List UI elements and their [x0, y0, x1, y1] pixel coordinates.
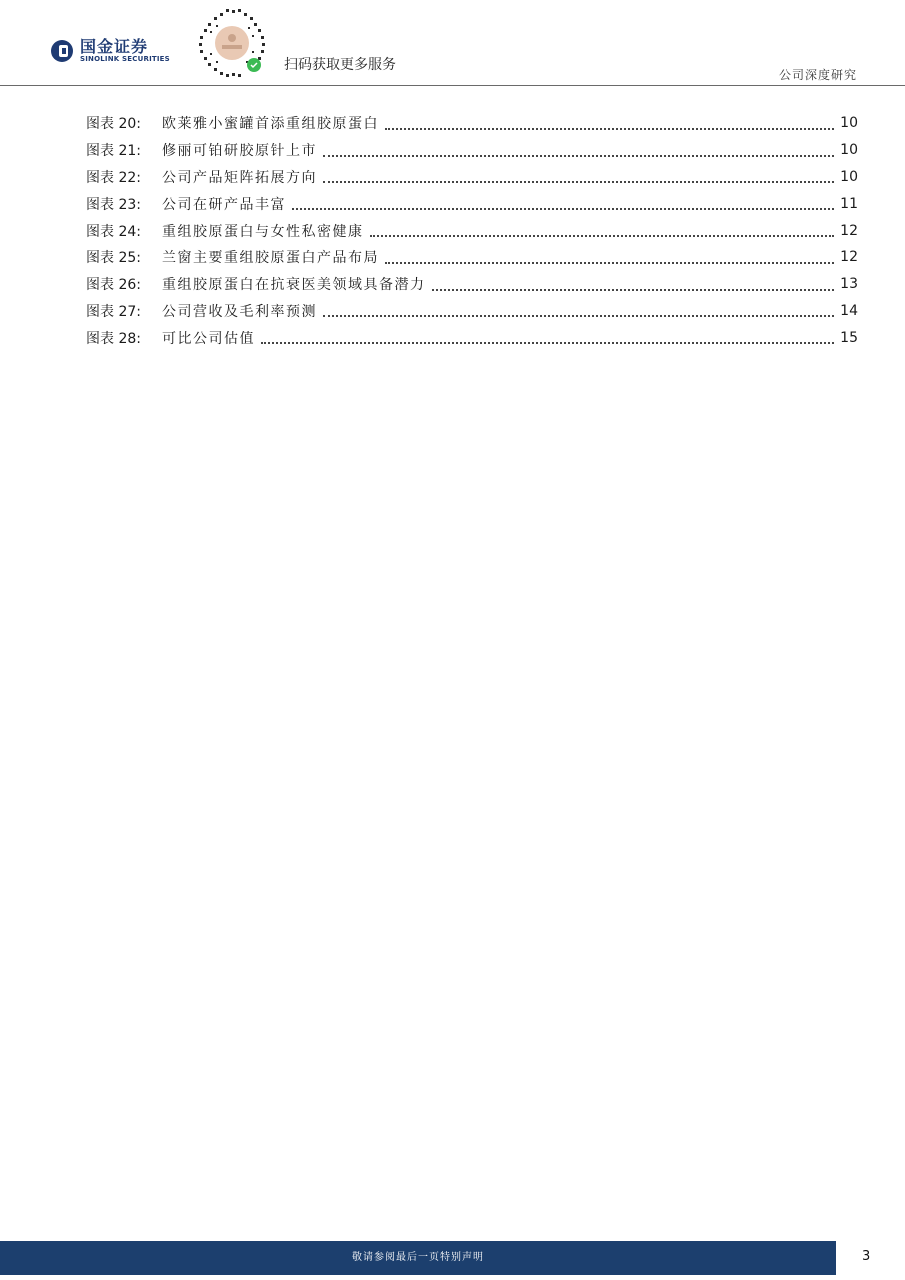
- logo-chinese-name: 国金证券: [80, 37, 149, 56]
- toc-entry-title: 公司营收及毛利率预测: [162, 303, 317, 320]
- toc-entry-label: 图表 24:: [86, 223, 141, 240]
- toc-entry-page: 12: [840, 249, 858, 266]
- toc-entry[interactable]: [86, 271, 858, 298]
- toc-entry-page: 13: [840, 276, 858, 293]
- sinolink-logo-icon: [50, 39, 74, 63]
- toc-entry-title: 公司在研产品丰富: [162, 196, 286, 213]
- toc-entry-title: 可比公司估值: [162, 330, 255, 347]
- toc-entry-label: 图表 22:: [86, 169, 141, 186]
- page-number: 3: [862, 1249, 871, 1264]
- toc-entry-label: 图表 21:: [86, 143, 141, 160]
- toc-entry-title: 重组胶原蛋白与女性私密健康: [162, 223, 364, 240]
- toc-entry-page: 15: [840, 329, 858, 346]
- toc-entry[interactable]: [86, 137, 858, 164]
- toc-entry-label: 图表 25:: [86, 250, 141, 267]
- toc-dot-leader: [370, 234, 835, 237]
- toc-entry-page: 12: [840, 222, 858, 239]
- toc-entry[interactable]: [86, 164, 858, 191]
- toc-entry-title: 欧莱雅小蜜罐首添重组胶原蛋白: [162, 116, 379, 133]
- toc-entry-page: 10: [840, 168, 858, 185]
- toc-entry-label: 图表 27:: [86, 303, 141, 320]
- toc-entry[interactable]: [86, 110, 858, 137]
- toc-dot-leader: [385, 127, 834, 130]
- qr-caption: 扫码获取更多服务: [284, 57, 396, 73]
- report-type: 公司深度研究: [778, 68, 857, 82]
- company-logo: [50, 38, 170, 64]
- toc-entry-page: 14: [840, 302, 858, 319]
- toc-entry-label: 图表 23:: [86, 196, 141, 213]
- toc-dot-leader: [261, 341, 834, 344]
- toc-dot-leader: [323, 154, 834, 157]
- footer-disclaimer: 敬请参阅最后一页特别声明: [352, 1252, 484, 1263]
- toc-entry-page: 10: [840, 142, 858, 159]
- toc-entry-title: 兰窗主要重组胶原蛋白产品布局: [162, 250, 379, 267]
- toc-entry-title: 重组胶原蛋白在抗衰医美领域具备潜力: [162, 277, 426, 294]
- toc-entry[interactable]: [86, 324, 858, 351]
- toc-entry[interactable]: [86, 298, 858, 325]
- toc-dot-leader: [432, 288, 835, 291]
- toc-entry-label: 图表 28:: [86, 330, 141, 347]
- page-footer: [0, 1241, 905, 1280]
- toc-entry-label: 图表 26:: [86, 277, 141, 294]
- toc-entry[interactable]: [86, 244, 858, 271]
- toc-entry-page: 11: [840, 195, 858, 212]
- page-header: [0, 0, 905, 86]
- toc-entry-label: 图表 20:: [86, 116, 141, 133]
- toc-entry-title: 修丽可铂研胶原针上市: [162, 143, 317, 160]
- toc-dot-leader: [292, 207, 834, 210]
- qr-code-icon[interactable]: [196, 7, 268, 79]
- toc-entry-title: 公司产品矩阵拓展方向: [162, 169, 317, 186]
- figure-index-list: [86, 110, 858, 351]
- toc-dot-leader: [385, 261, 834, 264]
- toc-dot-leader: [323, 180, 834, 183]
- toc-entry[interactable]: [86, 217, 858, 244]
- toc-dot-leader: [323, 314, 834, 317]
- header-divider: [0, 85, 905, 86]
- toc-entry[interactable]: [86, 190, 858, 217]
- toc-entry-page: 10: [840, 115, 858, 132]
- logo-english-name: SINOLINK SECURITIES: [80, 55, 170, 63]
